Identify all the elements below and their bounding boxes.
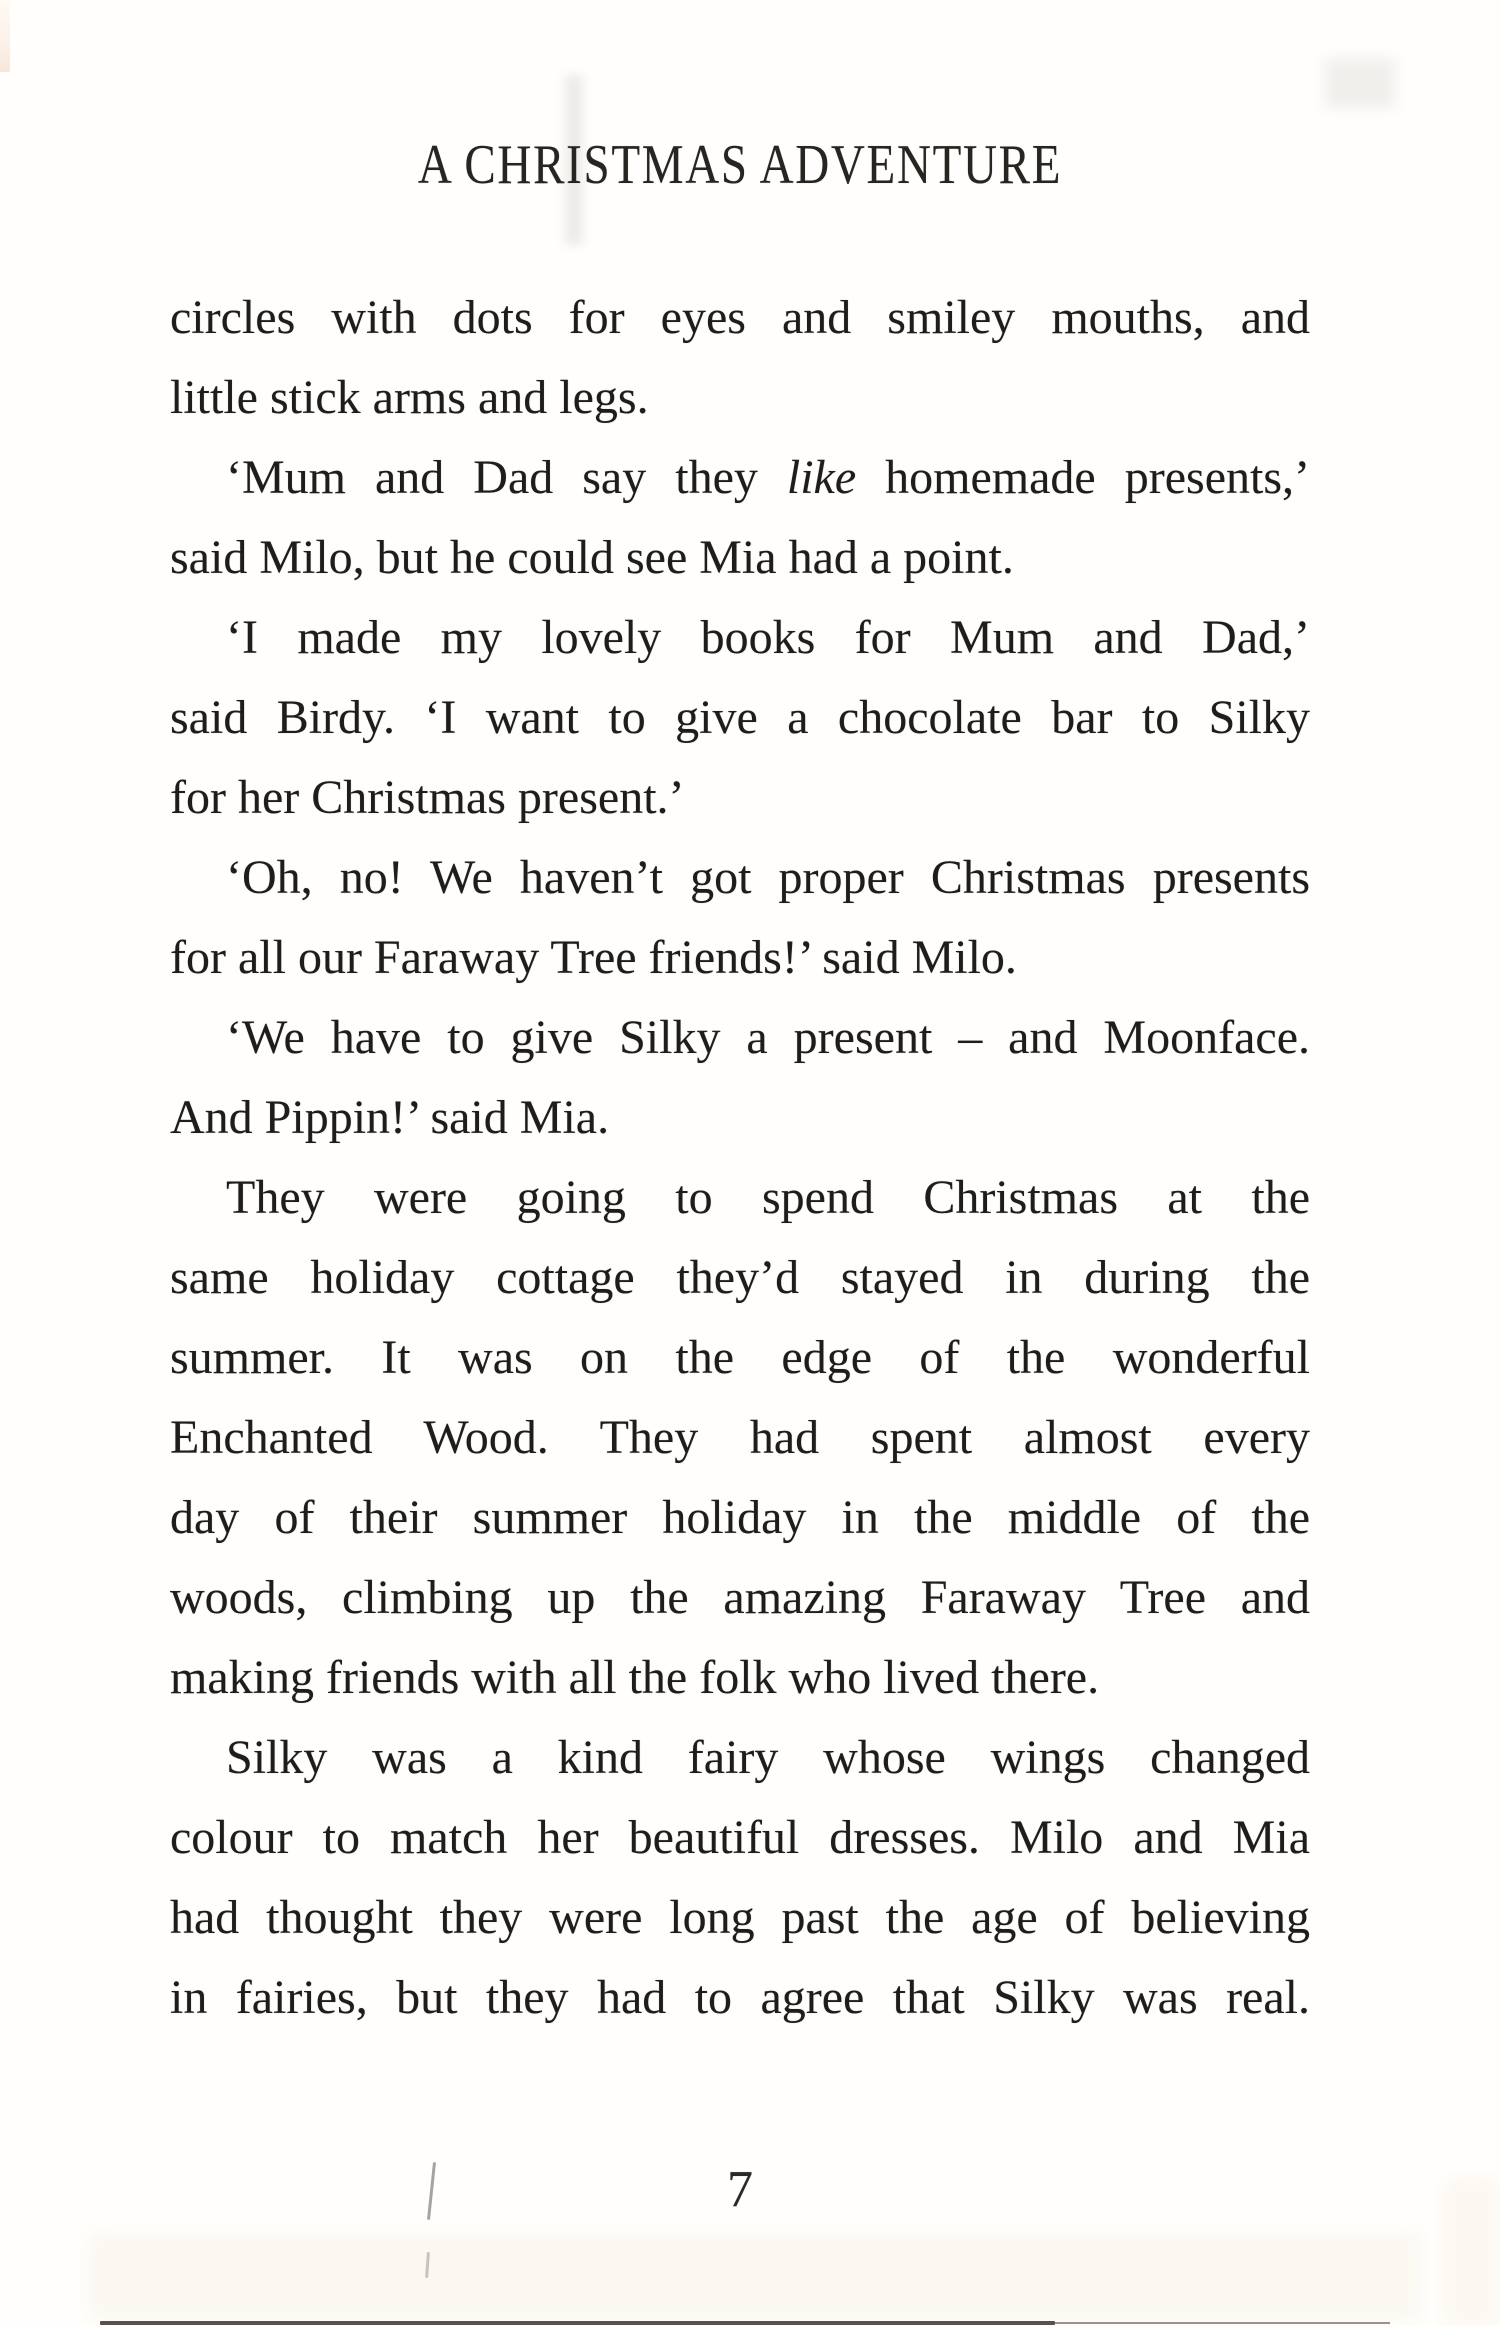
- text-segment: circles with dots for eyes and smiley mouths, and: [170, 291, 1310, 344]
- text-segment: for all our Faraway Tree friends!’ said Milo.: [170, 931, 1017, 984]
- text-segment: day of their summer holiday in the middle of the: [170, 1491, 1310, 1544]
- scan-bottom-edge-line: [100, 2321, 1055, 2325]
- text-line: [170, 758, 1310, 838]
- text-segment: ‘Oh, no! We haven’t got proper Christmas presents: [226, 851, 1310, 904]
- text-segment: And Pippin!’ said Mia.: [170, 1091, 610, 1144]
- text-line: [170, 1238, 1310, 1318]
- page-number: 7: [727, 2161, 753, 2218]
- text-segment: for her Christmas present.’: [170, 771, 685, 824]
- text-line: [170, 1558, 1310, 1638]
- text-line: [170, 1318, 1310, 1398]
- chapter-header: A CHRISTMAS ADVENTURE: [417, 134, 1063, 196]
- text-line: [170, 678, 1310, 758]
- text-line: [170, 1638, 1310, 1718]
- text-segment: woods, climbing up the amazing Faraway Tree and: [170, 1571, 1310, 1624]
- text-segment: ‘We have to give Silky a present – and Moonface.: [226, 1011, 1310, 1064]
- text-line: [170, 1958, 1310, 2038]
- text-line: [170, 438, 1310, 518]
- italic-text: like: [786, 451, 857, 504]
- text-line: [170, 598, 1310, 678]
- scan-bottom-edge-line: [1055, 2322, 1390, 2324]
- text-line: [170, 1478, 1310, 1558]
- text-segment: ‘I made my lovely books for Mum and Dad,’: [226, 611, 1310, 664]
- pencil-mark-artifact: [425, 2252, 430, 2278]
- text-segment: Silky was a kind fairy whose wings changed: [226, 1731, 1310, 1784]
- text-line: [170, 1398, 1310, 1478]
- text-line: [170, 1878, 1310, 1958]
- text-segment: had thought they were long past the age of believing: [170, 1891, 1310, 1944]
- body-text: [170, 278, 1310, 2038]
- scan-edge-artifact: [0, 0, 10, 72]
- scan-smudge: [1325, 58, 1395, 108]
- text-line: [170, 918, 1310, 998]
- text-segment: summer. It was on the edge of the wonderful: [170, 1331, 1310, 1384]
- text-segment: said Milo, but he could see Mia had a point.: [170, 531, 1014, 584]
- text-line: [170, 358, 1310, 438]
- text-line: [170, 1798, 1310, 1878]
- text-segment: colour to match her beautiful dresses. Milo and Mia: [170, 1811, 1310, 1864]
- text-segment: in fairies, but they had to agree that Silky was real.: [170, 1971, 1310, 2024]
- scan-smudge: [1445, 2180, 1500, 2326]
- text-segment: said Birdy. ‘I want to give a chocolate bar to Silky: [170, 691, 1310, 744]
- text-segment: little stick arms and legs.: [170, 371, 649, 424]
- text-line: [170, 838, 1310, 918]
- text-line: [170, 1158, 1310, 1238]
- text-segment: They were going to spend Christmas at the: [226, 1171, 1310, 1224]
- text-line: [170, 518, 1310, 598]
- scan-smudge: [90, 2235, 1420, 2320]
- text-line: [170, 1078, 1310, 1158]
- text-segment: homemade presents,’: [856, 451, 1311, 504]
- text-segment: Enchanted Wood. They had spent almost every: [170, 1411, 1310, 1464]
- text-line: [170, 278, 1310, 358]
- text-segment: same holiday cottage they’d stayed in during the: [170, 1251, 1310, 1304]
- text-line: [170, 1718, 1310, 1798]
- text-segment: making friends with all the folk who lived there.: [170, 1651, 1100, 1704]
- text-line: [170, 998, 1310, 1078]
- text-segment: ‘Mum and Dad say they: [226, 451, 787, 504]
